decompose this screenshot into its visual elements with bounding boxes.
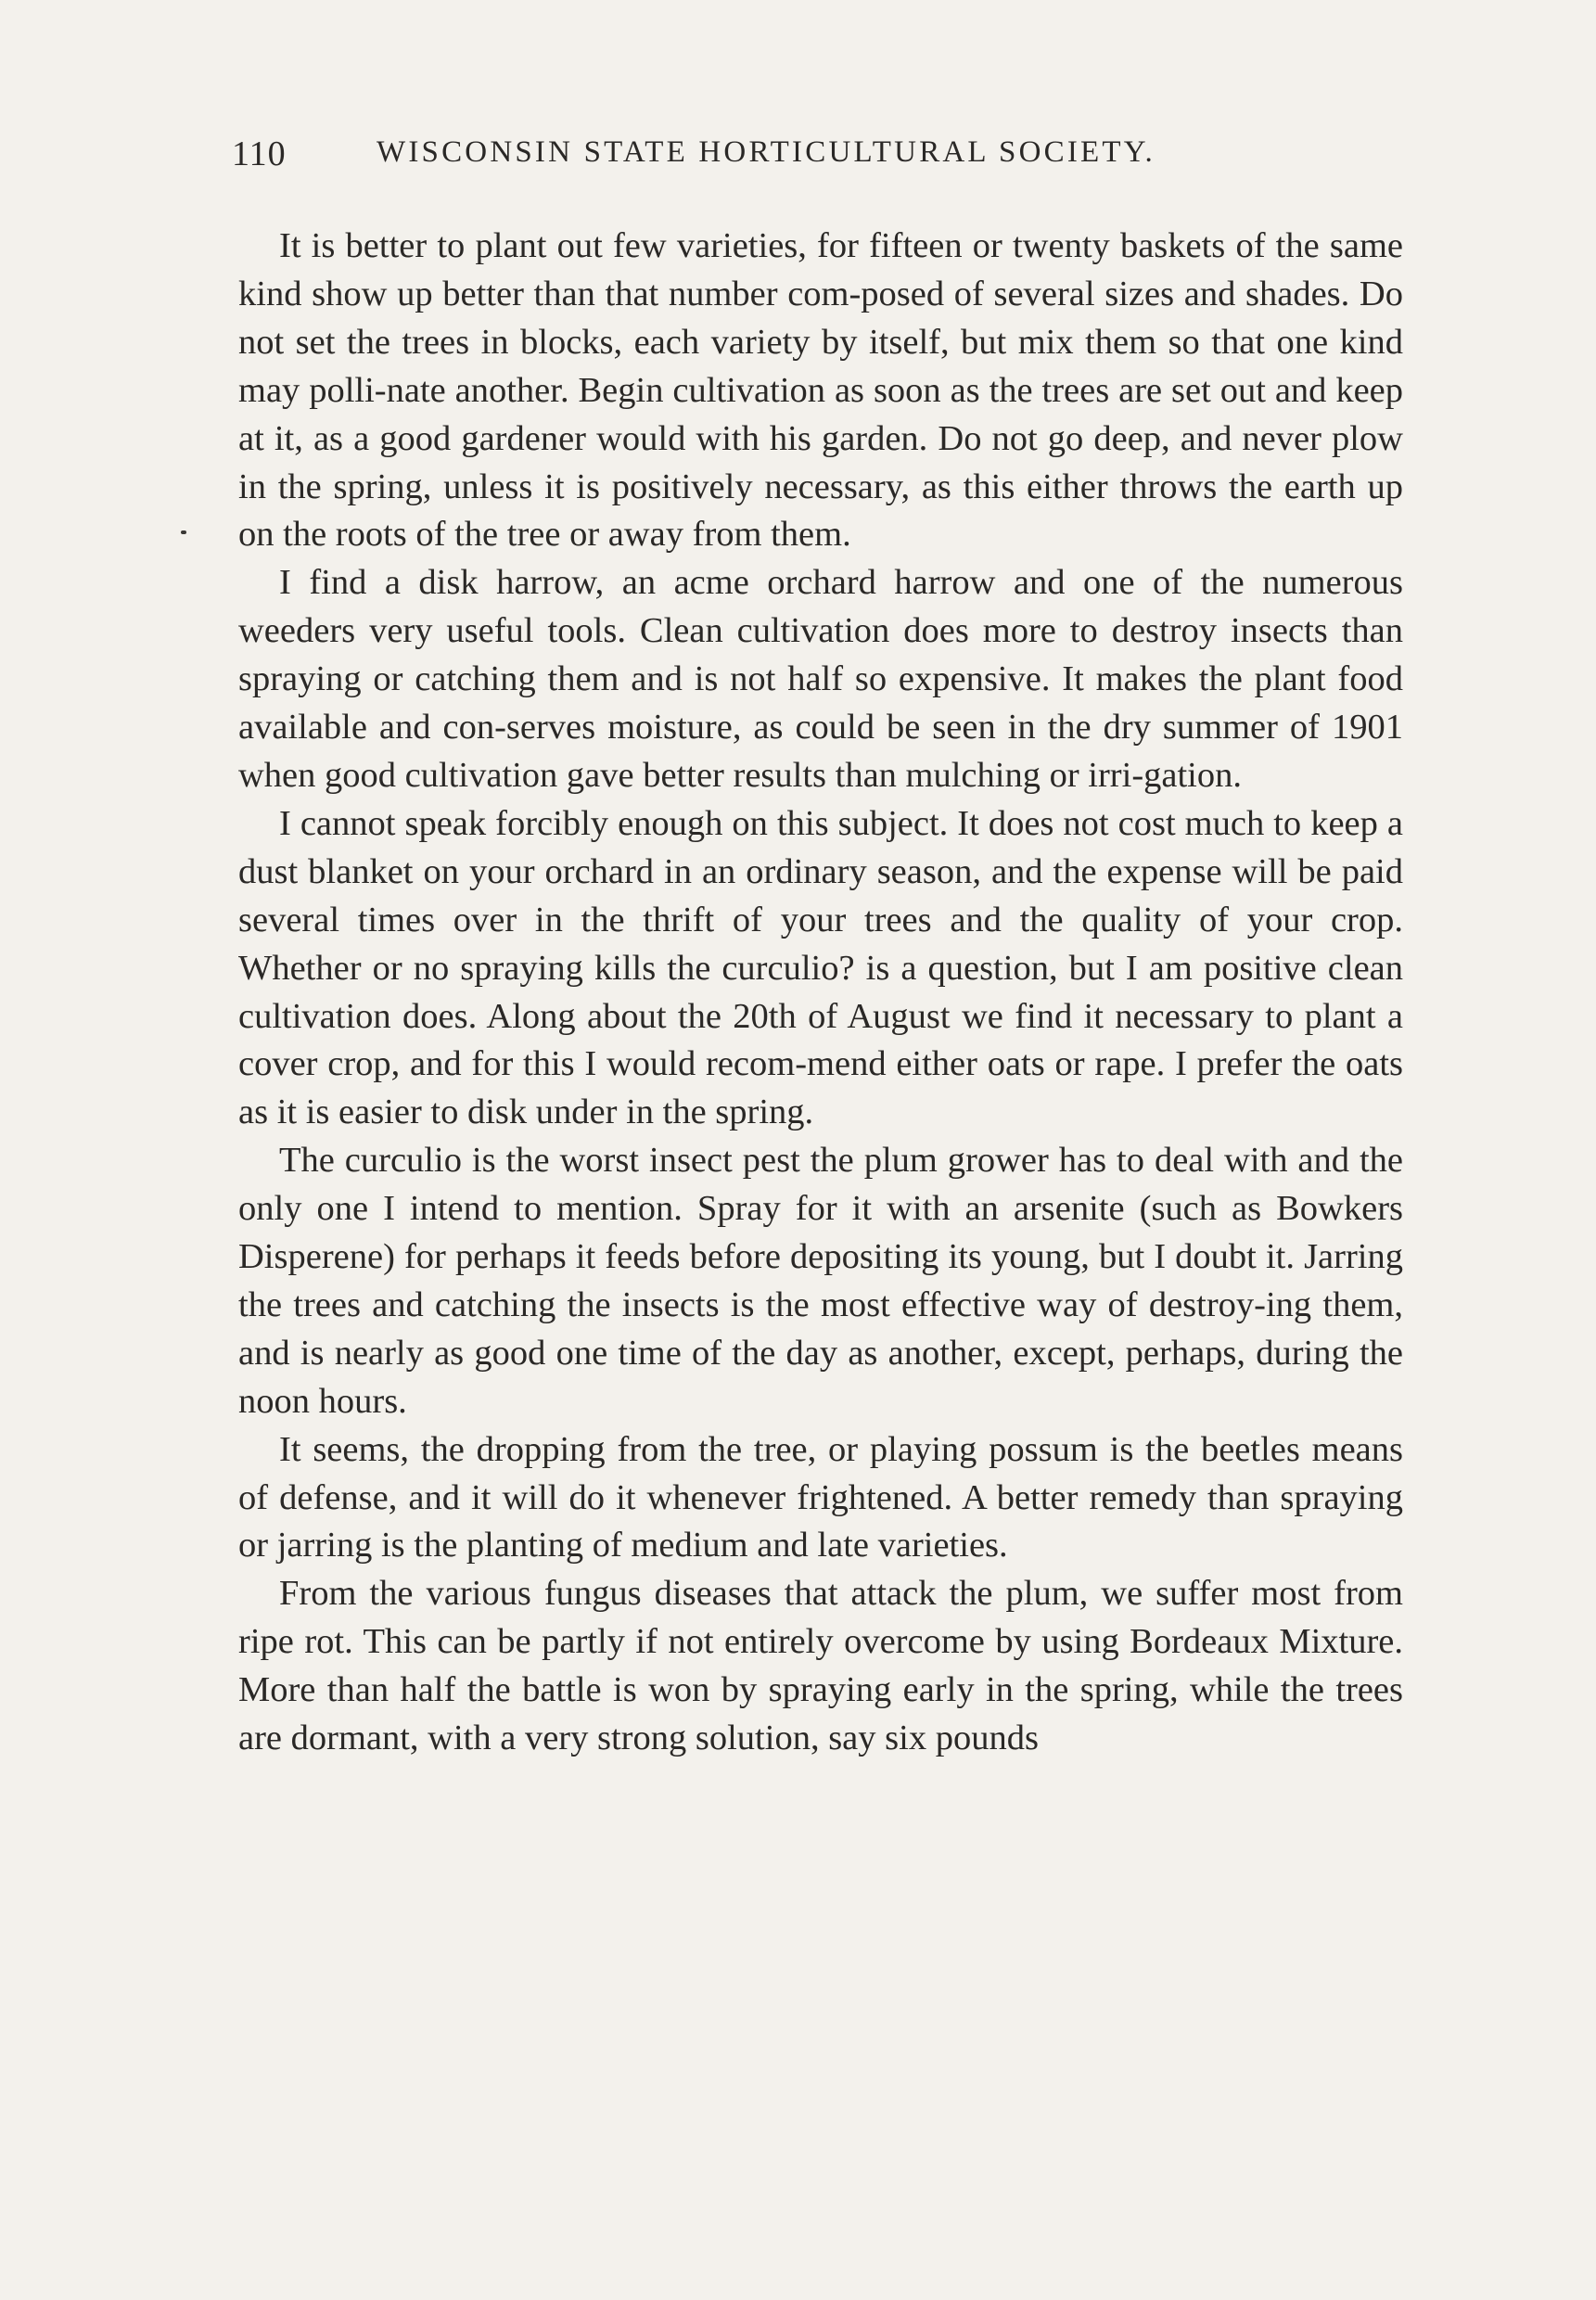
paragraph-4: The curculio is the worst insect pest the plum grower has to deal with and the only one I intend to mention. Spray for it with an arsenite (such as Bowkers Disperene) for perhaps it feeds before depositing its young, but I doubt it. Jarring the trees and catching the insects is the most effective way of destroy-ing them, and is nearly as good one time of the day as another, except, perhaps, during the noon hours. — [238, 1141, 1403, 1421]
body-text — [238, 223, 1403, 1763]
running-head: WISCONSIN STATE HORTICULTURAL SOCIETY. — [377, 135, 1156, 169]
page-number: 110 — [232, 134, 287, 173]
margin-mark — [181, 530, 186, 534]
paragraph-2: I find a disk harrow, an acme orchard harrow and one of the numerous weeders very useful tools. Clean cultivation does more to destroy insects than spraying or catching them and is not half so expensive. It makes the plant food available and con-serves moisture, as could be seen in the dry summer of 1901 when good cultivation gave better results than mulching or irri-gation. — [238, 563, 1403, 795]
paragraph-3: I cannot speak forcibly enough on this subject. It does not cost much to keep a dust blanket on your orchard in an ordinary season, and the expense will be paid several times over in the thrift of your trees and the quality of your crop. Whether or no spraying kills the curculio? is a question, but I am positive clean cultivation does. Along about the 20th of August we find it necessary to plant a cover crop, and for this I would recom-mend either oats or rape. I prefer the oats as it is easier to disk under in the spring. — [238, 803, 1403, 1132]
page-header — [232, 126, 1270, 182]
paragraph-1: It is better to plant out few varieties, for fifteen or twenty baskets of the same kind show up better than that number com-posed of several sizes and shades. Do not set the trees in blocks, each variety by itself, but mix them so that one kind may polli-nate another. Begin cultivation as soon as the trees are set out and keep at it, as a good gardener would with his garden. Do not go deep, and never plow in the spring, unless it is positively necessary, as this either throws the earth up on the roots of the tree or away from them. — [238, 226, 1403, 555]
paragraph-6: From the various fungus diseases that attack the plum, we suffer most from ripe rot. This can be partly if not entirely overcome by using Bordeaux Mixture. More than half the battle is won by spraying early in the spring, while the trees are dormant, with a very strong solution, say six pounds — [238, 1574, 1403, 1758]
paragraph-5: It seems, the dropping from the tree, or playing possum is the beetles means of defense, and it will do it whenever frightened. A better remedy than spraying or jarring is the planting of medium and late varieties. — [238, 1429, 1403, 1565]
